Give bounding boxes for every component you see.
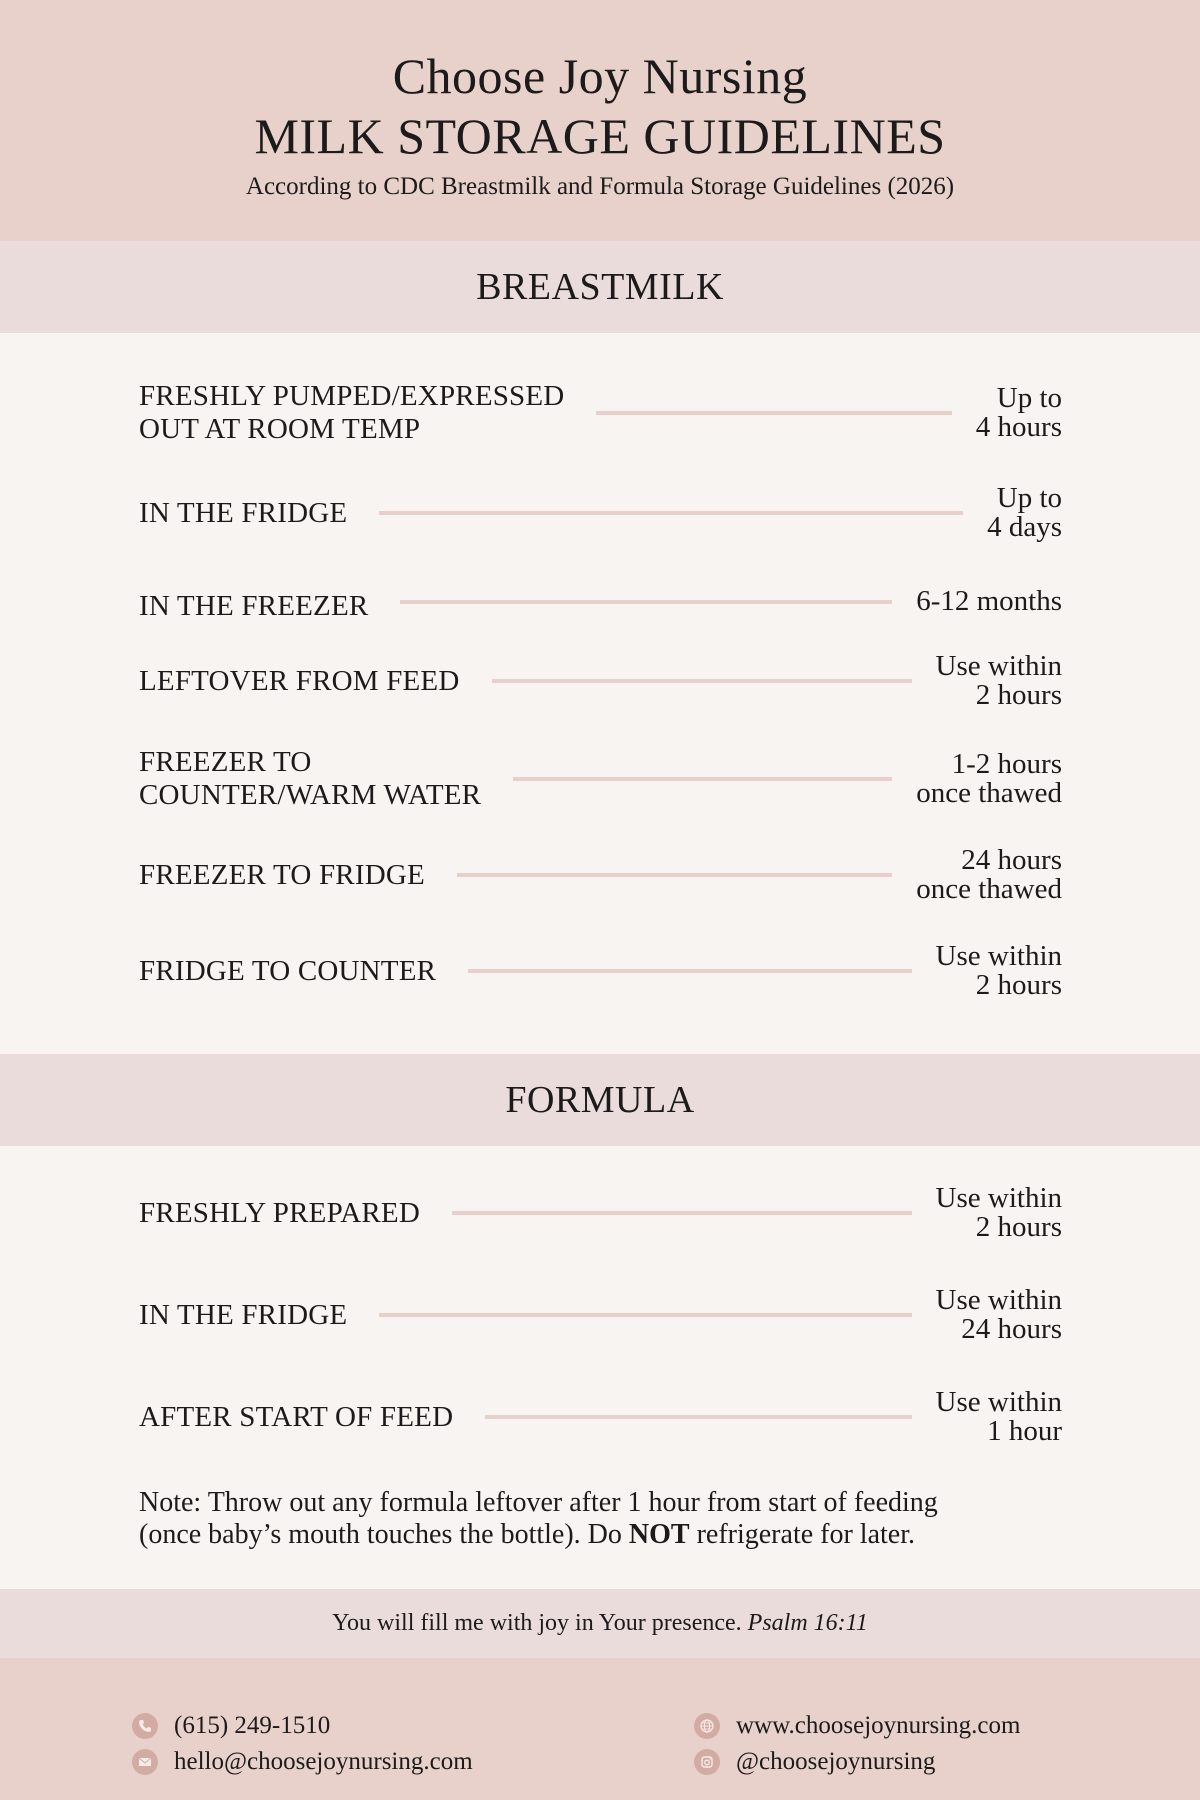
divider-line	[452, 1211, 912, 1215]
section-heading-breastmilk	[0, 241, 1200, 333]
guideline-row	[139, 942, 1062, 1000]
label-line: FRESHLY PUMPED/EXPRESSED	[139, 380, 565, 412]
contact-phone[interactable]	[132, 1712, 330, 1740]
value-line: 24 hours	[961, 844, 1062, 876]
label-line: AFTER START OF FEED	[139, 1400, 454, 1433]
guideline-row	[139, 846, 1062, 904]
value-line: 6-12 months	[916, 585, 1062, 617]
row-label	[139, 497, 347, 530]
phone-number: (615) 249-1510	[174, 1712, 331, 1739]
guideline-row	[139, 746, 1062, 812]
quote-reference: Psalm 16:11	[747, 1610, 868, 1636]
contact-email[interactable]	[132, 1748, 473, 1776]
value-line: 2 hours	[975, 679, 1062, 711]
divider-line	[400, 600, 892, 604]
row-label	[139, 1401, 453, 1434]
row-value	[936, 1184, 1062, 1242]
row-value	[916, 587, 1062, 616]
header	[0, 0, 1200, 241]
contact-website[interactable]	[694, 1712, 1020, 1740]
divider-line	[513, 777, 892, 781]
value-line: Use within	[935, 1182, 1062, 1214]
website-url: www.choosejoynursing.com	[736, 1712, 1021, 1739]
guideline-row	[139, 580, 1062, 623]
label-line: FRIDGE TO COUNTER	[139, 954, 437, 987]
note-text: refrigerate for later.	[689, 1519, 915, 1550]
divider-line	[379, 1313, 911, 1317]
note-text: (once baby’s mouth touches the bottle). Do	[139, 1519, 629, 1550]
guideline-row	[139, 652, 1062, 710]
divider-line	[457, 873, 892, 877]
note-emphasis: NOT	[628, 1519, 690, 1550]
row-value	[936, 942, 1062, 1000]
guideline-row	[139, 1388, 1062, 1446]
value-line: Use within	[935, 1386, 1062, 1418]
quote-text: You will fill me with joy in Your presence.	[332, 1610, 742, 1636]
value-line: 4 hours	[975, 411, 1062, 443]
divider-line	[485, 1415, 911, 1419]
row-value	[936, 652, 1062, 710]
value-line: 24 hours	[961, 1313, 1062, 1345]
instagram-icon	[694, 1749, 720, 1775]
row-label	[139, 1299, 347, 1332]
row-value	[916, 750, 1062, 808]
row-value	[936, 1286, 1062, 1344]
label-line: FREEZER TO	[139, 746, 312, 778]
mail-icon	[132, 1749, 158, 1775]
scripture-quote	[0, 1589, 1200, 1658]
row-label	[139, 955, 436, 988]
section-heading-formula	[0, 1054, 1200, 1146]
value-line: Up to	[996, 382, 1062, 414]
instagram-handle: @choosejoynursing	[736, 1748, 936, 1775]
value-line: Up to	[996, 482, 1062, 514]
row-label	[139, 590, 368, 623]
guideline-row	[139, 484, 1062, 542]
formula-note	[139, 1487, 1079, 1551]
row-label	[139, 859, 425, 892]
divider-line	[468, 969, 911, 973]
value-line: once thawed	[916, 777, 1062, 809]
value-line: 1-2 hours	[951, 748, 1062, 780]
brand-name: Choose Joy Nursing	[392, 48, 808, 104]
value-line: 4 days	[987, 511, 1062, 543]
value-line: Use within	[935, 650, 1062, 682]
label-line: FREEZER TO FRIDGE	[139, 858, 425, 891]
contact-instagram[interactable]	[694, 1748, 935, 1776]
row-value	[987, 484, 1062, 542]
row-value	[936, 1388, 1062, 1446]
row-label	[139, 746, 481, 812]
footer	[0, 1658, 1200, 1800]
row-label	[139, 665, 460, 698]
value-line: 2 hours	[975, 1211, 1062, 1243]
value-line: 1 hour	[987, 1415, 1062, 1447]
label-line: OUT AT ROOM TEMP	[139, 413, 421, 445]
label-line: IN THE FRIDGE	[139, 1298, 348, 1331]
divider-line	[596, 411, 951, 415]
row-value	[976, 384, 1062, 442]
label-line: LEFTOVER FROM FEED	[139, 664, 460, 697]
section-title: FORMULA	[505, 1079, 695, 1121]
guideline-row	[139, 1184, 1062, 1242]
section-title: BREASTMILK	[476, 266, 724, 308]
page-title: MILK STORAGE GUIDELINES	[254, 108, 946, 164]
note-line	[139, 1519, 1079, 1551]
label-line: IN THE FREEZER	[139, 590, 369, 622]
page-subtitle: According to CDC Breastmilk and Formula Storage Guidelines (2026)	[245, 173, 955, 200]
label-line: IN THE FRIDGE	[139, 496, 348, 529]
row-value	[916, 846, 1062, 904]
divider-line	[492, 679, 912, 683]
guideline-row	[139, 380, 1062, 446]
value-line: 2 hours	[975, 969, 1062, 1001]
value-line: once thawed	[916, 873, 1062, 905]
email-address: hello@choosejoynursing.com	[174, 1748, 473, 1775]
row-label	[139, 380, 564, 446]
phone-icon	[132, 1713, 158, 1739]
divider-line	[379, 511, 963, 515]
note-line: Note: Throw out any formula leftover after 1 hour from start of feeding	[139, 1487, 938, 1518]
value-line: Use within	[935, 940, 1062, 972]
row-label	[139, 1197, 420, 1230]
label-line: COUNTER/WARM WATER	[139, 779, 482, 811]
globe-icon	[694, 1713, 720, 1739]
value-line: Use within	[935, 1284, 1062, 1316]
label-line: FRESHLY PREPARED	[139, 1196, 420, 1229]
guideline-row	[139, 1286, 1062, 1344]
